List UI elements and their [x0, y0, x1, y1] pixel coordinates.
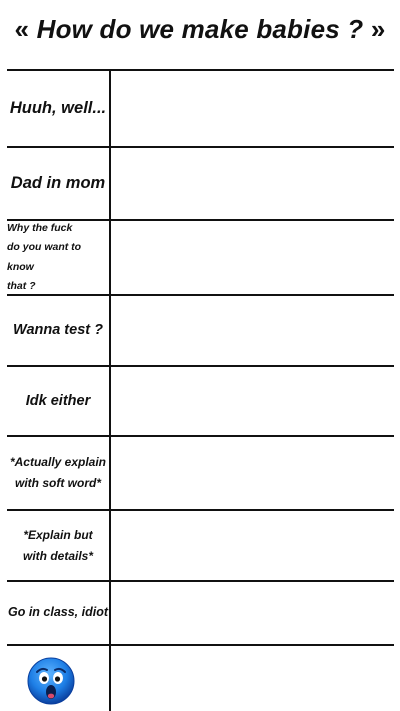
answer-cell[interactable]: [111, 148, 394, 219]
row-label-line: with soft word*: [15, 476, 101, 490]
row-label-line: *Actually explain: [9, 455, 107, 469]
title-close-quote: »: [370, 14, 386, 44]
answer-cell[interactable]: [111, 437, 394, 509]
row-label-line: Why the fuck: [7, 221, 73, 234]
row-label-text: Idk either: [25, 392, 91, 409]
table-row-label: [7, 367, 109, 435]
shocked-blue-face-icon: [27, 657, 75, 705]
answer-cell[interactable]: [111, 582, 394, 644]
answer-cell[interactable]: [111, 511, 394, 580]
title-open-quote: «: [14, 14, 30, 44]
row-label-text: Huuh, well...: [9, 99, 107, 118]
row-label-line: do you want to know: [7, 241, 82, 273]
table-row-label: [7, 511, 109, 580]
answer-cell[interactable]: [111, 71, 394, 146]
table-row-label: [7, 296, 109, 365]
title-text: How do we make babies ?: [36, 14, 364, 44]
answer-cell[interactable]: [111, 646, 394, 711]
answer-cell[interactable]: [111, 296, 394, 365]
table-row-label: [7, 582, 109, 644]
table-row-label: [7, 71, 109, 146]
page-title: [0, 14, 400, 45]
row-label-text: Go in class, idiot: [7, 605, 109, 620]
row-label-text: Dad in mom: [10, 174, 106, 193]
answer-cell[interactable]: [111, 367, 394, 435]
table-row-label: [7, 221, 109, 294]
table-row-label: [7, 148, 109, 219]
row-label-line: with details*: [22, 548, 93, 563]
row-label-line: *Explain but: [23, 527, 93, 542]
answer-cell[interactable]: [111, 221, 394, 294]
row-label-text: Wanna test ?: [13, 322, 103, 339]
table-row-label: [7, 437, 109, 509]
row-label-line: that ?: [7, 279, 36, 292]
